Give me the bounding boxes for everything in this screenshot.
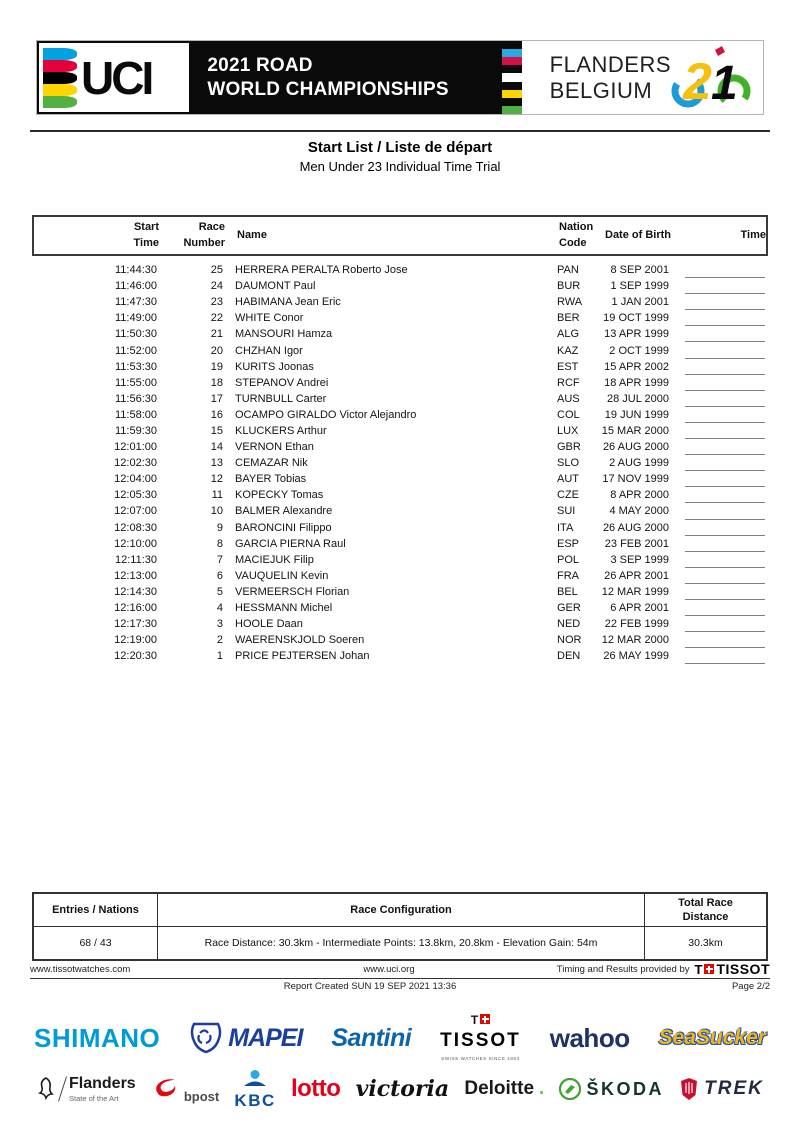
uci-stripe bbox=[43, 60, 77, 72]
time-blank-cell bbox=[685, 439, 768, 455]
start-time-cell: 12:19:00 bbox=[114, 634, 157, 647]
svg-text:2: 2 bbox=[683, 52, 712, 110]
time-blank-cell bbox=[685, 375, 768, 391]
race-number-cell: 24 bbox=[210, 280, 223, 293]
flanders-color-strip-icon bbox=[502, 41, 522, 114]
date-of-birth-cell: 8 SEP 2001 bbox=[610, 264, 669, 277]
flanders-separator bbox=[58, 1076, 67, 1101]
rider-name-cell: BALMER Alexandre bbox=[235, 505, 333, 518]
date-of-birth-cell: 18 APR 1999 bbox=[604, 376, 669, 389]
start-time-cell: 11:55:00 bbox=[114, 376, 157, 389]
rider-name-cell: KLUCKERS Arthur bbox=[235, 424, 327, 437]
time-blank-cell bbox=[685, 520, 768, 536]
start-time-cell: 12:14:30 bbox=[114, 585, 157, 598]
rider-name-cell: KURITS Joonas bbox=[235, 360, 314, 373]
time-blank-cell bbox=[685, 552, 768, 568]
race-number-cell: 10 bbox=[210, 505, 223, 518]
race-number-cell: 11 bbox=[211, 489, 223, 502]
race-number-cell: 18 bbox=[210, 376, 223, 389]
table-row bbox=[32, 423, 768, 439]
table-row bbox=[32, 616, 768, 632]
race-number-cell: 8 bbox=[216, 537, 223, 550]
time-blank-cell bbox=[685, 326, 768, 342]
nation-code-cell: SLO bbox=[557, 457, 580, 470]
time-blank-cell bbox=[685, 407, 768, 423]
date-of-birth-cell: 6 APR 2001 bbox=[610, 602, 669, 615]
sponsor-shimano-logo: SHIMANO bbox=[34, 1022, 161, 1053]
nation-code-cell: COL bbox=[557, 408, 580, 421]
header-divider bbox=[30, 130, 770, 132]
rider-name-cell: MACIEJUK Filip bbox=[235, 553, 314, 566]
race-number-cell: 2 bbox=[216, 634, 223, 647]
flanders-belgium-logo bbox=[522, 41, 763, 114]
time-blank-cell bbox=[685, 503, 768, 519]
start-time-cell: 11:49:00 bbox=[114, 312, 157, 325]
col-header-name: Name bbox=[237, 228, 267, 241]
table-row bbox=[32, 310, 768, 326]
table-row bbox=[32, 600, 768, 616]
date-of-birth-cell: 12 MAR 2000 bbox=[601, 634, 669, 647]
time-blank-cell bbox=[685, 568, 768, 584]
nation-code-cell: KAZ bbox=[557, 344, 579, 357]
nation-code-cell: AUS bbox=[557, 392, 580, 405]
date-of-birth-cell: 2 OCT 1999 bbox=[609, 344, 669, 357]
time-blank-cell bbox=[685, 278, 768, 294]
race-number-cell: 19 bbox=[210, 360, 223, 373]
race-number-cell: 14 bbox=[210, 441, 223, 454]
table-row bbox=[32, 471, 768, 487]
col-header-time: Time bbox=[740, 228, 766, 241]
event-title-line2: WORLD CHAMPIONSHIPS bbox=[207, 78, 449, 100]
date-of-birth-cell: 12 MAR 1999 bbox=[601, 585, 669, 598]
time-blank-cell bbox=[685, 342, 768, 358]
start-time-cell: 11:52:00 bbox=[114, 344, 157, 357]
tissot-plus-icon bbox=[480, 1014, 490, 1024]
rider-name-cell: VAUQUELIN Kevin bbox=[235, 569, 329, 582]
race-number-cell: 12 bbox=[210, 473, 223, 486]
nation-code-cell: DEN bbox=[557, 650, 581, 663]
sponsor-mapei-logo: MAPEI bbox=[189, 1021, 302, 1055]
race-number-cell: 9 bbox=[216, 521, 223, 534]
col-header-race-number: Race Number bbox=[183, 220, 225, 249]
sponsor-wahoo-logo: wahoo bbox=[549, 1022, 630, 1053]
nation-code-cell: NOR bbox=[557, 634, 582, 647]
date-of-birth-cell: 23 FEB 2001 bbox=[604, 537, 669, 550]
flanders-lion-icon bbox=[36, 1076, 56, 1102]
tissot-plus-icon bbox=[704, 964, 714, 974]
start-time-cell: 12:08:30 bbox=[114, 521, 157, 534]
date-of-birth-cell: 15 MAR 2000 bbox=[601, 424, 669, 437]
sponsor-trek-logo: TREK bbox=[679, 1077, 764, 1101]
time-blank-cell bbox=[685, 310, 768, 326]
report-created-text: Report Created SUN 19 SEP 2021 13:36 bbox=[283, 981, 457, 992]
start-time-cell: 11:46:00 bbox=[114, 280, 157, 293]
race-summary-table bbox=[32, 892, 768, 961]
sponsor-row-2 bbox=[36, 1064, 764, 1114]
col-header-nation-code: Nation Code bbox=[559, 220, 594, 249]
table-row bbox=[32, 407, 768, 423]
strip-block bbox=[502, 98, 522, 106]
start-list-table-body bbox=[32, 262, 768, 664]
page-subtitle: Men Under 23 Individual Time Trial bbox=[299, 159, 501, 174]
time-blank-cell bbox=[685, 600, 768, 616]
start-time-cell: 12:16:00 bbox=[114, 602, 157, 615]
start-list-table-header bbox=[32, 215, 768, 256]
trek-shield-icon bbox=[679, 1077, 699, 1101]
time-blank-cell bbox=[685, 262, 768, 278]
start-time-cell: 11:53:30 bbox=[114, 360, 157, 373]
strip-block bbox=[502, 82, 522, 90]
uci-rainbow-stripes-icon bbox=[43, 48, 77, 108]
nation-code-cell: CZE bbox=[557, 489, 579, 502]
nation-code-cell: FRA bbox=[557, 569, 579, 582]
start-time-cell: 11:56:30 bbox=[114, 392, 157, 405]
race-number-cell: 21 bbox=[210, 328, 223, 341]
rider-name-cell: WHITE Conor bbox=[235, 312, 304, 325]
nation-code-cell: GBR bbox=[557, 441, 581, 454]
date-of-birth-cell: 1 JAN 2001 bbox=[611, 296, 669, 309]
time-blank-cell bbox=[685, 471, 768, 487]
start-time-cell: 12:02:30 bbox=[114, 457, 157, 470]
sponsor-deloitte-logo: Deloitte . bbox=[464, 1078, 545, 1099]
sponsor-tissot-logo: T TISSOT SWISS WATCHES SINCE 1853 bbox=[440, 1013, 521, 1062]
nation-code-cell: RWA bbox=[557, 296, 583, 309]
kbc-person-icon bbox=[241, 1070, 269, 1087]
summary-header-configuration: Race Configuration bbox=[158, 894, 645, 927]
race-number-cell: 16 bbox=[210, 408, 223, 421]
strip-block bbox=[502, 90, 522, 98]
nation-code-cell: SUI bbox=[557, 505, 576, 518]
nation-code-cell: ALG bbox=[557, 328, 580, 341]
tissot-footer-logo: T TISSOT bbox=[694, 961, 770, 977]
nation-code-cell: EST bbox=[557, 360, 579, 373]
summary-entries-value: 68 / 43 bbox=[34, 927, 158, 959]
rider-name-cell: BARONCINI Filippo bbox=[235, 521, 332, 534]
race-number-cell: 4 bbox=[216, 602, 223, 615]
time-blank-cell bbox=[685, 487, 768, 503]
mapei-emblem-icon bbox=[189, 1021, 223, 1055]
nation-code-cell: BER bbox=[557, 312, 580, 325]
date-of-birth-cell: 22 FEB 1999 bbox=[604, 618, 669, 631]
strip-block bbox=[502, 49, 522, 57]
date-of-birth-cell: 1 SEP 1999 bbox=[610, 280, 669, 293]
time-blank-cell bbox=[685, 536, 768, 552]
time-blank-cell bbox=[685, 648, 768, 664]
time-blank-cell bbox=[685, 359, 768, 375]
uci-stripe bbox=[43, 48, 77, 60]
table-row bbox=[32, 455, 768, 471]
event-title-line1: 2021 ROAD bbox=[207, 54, 313, 76]
footer-links-row bbox=[30, 960, 770, 979]
time-blank-cell bbox=[685, 584, 768, 600]
skoda-winged-arrow-icon bbox=[559, 1078, 581, 1100]
report-info-row bbox=[30, 981, 770, 992]
rider-name-cell: CEMAZAR Nik bbox=[235, 457, 308, 470]
date-of-birth-cell: 2 AUG 1999 bbox=[609, 457, 669, 470]
tissot-tagline: SWISS WATCHES SINCE 1853 bbox=[441, 1056, 520, 1062]
rider-name-cell: HESSMANN Michel bbox=[235, 602, 333, 615]
uci-url-link[interactable]: www.uci.org bbox=[363, 963, 415, 975]
uci-logo bbox=[37, 41, 191, 114]
date-of-birth-cell: 17 NOV 1999 bbox=[602, 473, 669, 486]
race-number-cell: 20 bbox=[210, 344, 223, 357]
nation-code-cell: AUT bbox=[557, 473, 579, 486]
race-number-cell: 13 bbox=[210, 457, 223, 470]
date-of-birth-cell: 28 JUL 2000 bbox=[607, 392, 669, 405]
bpost-swirl-icon bbox=[151, 1076, 185, 1102]
start-time-cell: 12:13:00 bbox=[114, 569, 157, 582]
table-row bbox=[32, 503, 768, 519]
start-time-cell: 12:04:00 bbox=[114, 473, 157, 486]
race-number-cell: 17 bbox=[210, 392, 223, 405]
date-of-birth-cell: 4 MAY 2000 bbox=[609, 505, 669, 518]
nation-code-cell: RCF bbox=[557, 376, 580, 389]
start-time-cell: 12:01:00 bbox=[114, 441, 157, 454]
rider-name-cell: BAYER Tobias bbox=[235, 473, 307, 486]
uci-logo-text: UCI bbox=[81, 51, 152, 104]
race-number-cell: 15 bbox=[210, 424, 223, 437]
table-row bbox=[32, 391, 768, 407]
start-time-cell: 12:17:30 bbox=[114, 618, 157, 631]
date-of-birth-cell: 19 JUN 1999 bbox=[604, 408, 669, 421]
time-blank-cell bbox=[685, 391, 768, 407]
strip-block bbox=[502, 65, 522, 73]
table-row bbox=[32, 487, 768, 503]
table-row bbox=[32, 520, 768, 536]
rider-name-cell: VERMEERSCH Florian bbox=[235, 585, 350, 598]
start-time-cell: 11:58:00 bbox=[114, 408, 157, 421]
rider-name-cell: GARCIA PIERNA Raul bbox=[235, 537, 346, 550]
time-blank-cell bbox=[685, 294, 768, 310]
page-title: Start List / Liste de départ bbox=[307, 139, 493, 156]
race-number-cell: 22 bbox=[210, 312, 223, 325]
strip-block bbox=[502, 41, 522, 49]
location-line2: BELGIUM bbox=[549, 77, 653, 103]
summary-distance-value: 30.3km bbox=[688, 937, 723, 949]
flanders-2021-bike-icon bbox=[671, 46, 753, 110]
flanders-belgium-text bbox=[550, 52, 671, 103]
rider-name-cell: PRICE PEJTERSEN Johan bbox=[235, 650, 370, 663]
tissot-url-link[interactable]: www.tissotwatches.com bbox=[30, 963, 131, 975]
date-of-birth-cell: 3 SEP 1999 bbox=[610, 553, 669, 566]
start-time-cell: 11:44:30 bbox=[114, 264, 157, 277]
sponsor-santini-logo: Santini bbox=[331, 1023, 412, 1052]
table-row bbox=[32, 278, 768, 294]
col-header-date-of-birth: Date of Birth bbox=[605, 228, 671, 241]
page-number: Page 2/2 bbox=[731, 981, 770, 992]
race-number-cell: 3 bbox=[216, 618, 223, 631]
nation-code-cell: POL bbox=[557, 553, 580, 566]
location-line1: FLANDERS bbox=[549, 52, 671, 78]
table-row bbox=[32, 439, 768, 455]
table-row bbox=[32, 375, 768, 391]
start-time-cell: 12:05:30 bbox=[114, 489, 157, 502]
date-of-birth-cell: 8 APR 2000 bbox=[610, 489, 669, 502]
sponsor-skoda-logo: ŠKODA bbox=[559, 1078, 664, 1100]
sponsor-kbc-logo: KBC bbox=[234, 1070, 275, 1109]
table-row bbox=[32, 359, 768, 375]
start-time-cell: 11:59:30 bbox=[114, 424, 157, 437]
rider-name-cell: WAERENSKJOLD Soeren bbox=[235, 634, 365, 647]
timing-provided-label: Timing and Results provided by bbox=[556, 963, 690, 975]
table-row bbox=[32, 536, 768, 552]
start-time-cell: 11:50:30 bbox=[114, 328, 157, 341]
date-of-birth-cell: 13 APR 1999 bbox=[604, 328, 669, 341]
strip-block bbox=[502, 106, 522, 114]
rider-name-cell: DAUMONT Paul bbox=[235, 280, 316, 293]
date-of-birth-cell: 26 AUG 2000 bbox=[602, 521, 669, 534]
start-time-cell: 12:10:00 bbox=[114, 537, 157, 550]
header-logo-bar bbox=[36, 40, 764, 115]
start-time-cell: 12:20:30 bbox=[114, 650, 157, 663]
event-title-box bbox=[191, 41, 501, 114]
deloitte-green-dot-icon: . bbox=[539, 1078, 545, 1099]
table-row bbox=[32, 294, 768, 310]
rider-name-cell: KOPECKY Tomas bbox=[235, 489, 324, 502]
uci-stripe bbox=[43, 96, 77, 108]
time-blank-cell bbox=[685, 455, 768, 471]
svg-text:1: 1 bbox=[711, 56, 738, 110]
table-row bbox=[32, 568, 768, 584]
nation-code-cell: BEL bbox=[557, 585, 578, 598]
date-of-birth-cell: 26 APR 2001 bbox=[604, 569, 669, 582]
date-of-birth-cell: 26 AUG 2000 bbox=[602, 441, 669, 454]
start-time-cell: 12:07:00 bbox=[114, 505, 157, 518]
rider-name-cell: TURNBULL Carter bbox=[235, 392, 327, 405]
nation-code-cell: GER bbox=[557, 602, 581, 615]
date-of-birth-cell: 15 APR 2002 bbox=[604, 360, 669, 373]
race-number-cell: 1 bbox=[216, 650, 223, 663]
table-row bbox=[32, 552, 768, 568]
race-number-cell: 6 bbox=[216, 569, 223, 582]
table-row bbox=[32, 648, 768, 664]
rider-name-cell: CHZHAN Igor bbox=[235, 344, 303, 357]
summary-header-entries: Entries / Nations bbox=[34, 894, 158, 927]
rider-name-cell: HERRERA PERALTA Roberto Jose bbox=[235, 264, 408, 277]
table-row bbox=[32, 342, 768, 358]
time-entry-line bbox=[685, 663, 765, 664]
nation-code-cell: PAN bbox=[557, 264, 579, 277]
rider-name-cell: OCAMPO GIRALDO Victor Alejandro bbox=[235, 408, 417, 421]
sponsor-row-1 bbox=[34, 1012, 766, 1064]
race-number-cell: 5 bbox=[216, 585, 223, 598]
table-row bbox=[32, 262, 768, 278]
nation-code-cell: BUR bbox=[557, 280, 581, 293]
table-row bbox=[32, 584, 768, 600]
start-time-cell: 11:47:30 bbox=[114, 296, 157, 309]
nation-code-cell: LUX bbox=[557, 424, 579, 437]
strip-block bbox=[502, 57, 522, 65]
sponsor-lotto-logo: lotto bbox=[290, 1075, 341, 1102]
uci-stripe bbox=[43, 72, 77, 84]
rider-name-cell: HABIMANA Jean Eric bbox=[235, 296, 341, 309]
date-of-birth-cell: 26 MAY 1999 bbox=[603, 650, 669, 663]
start-time-cell: 12:11:30 bbox=[114, 553, 157, 566]
sponsor-flanders-logo: Flanders State of the Art bbox=[36, 1076, 136, 1103]
time-blank-cell bbox=[685, 632, 768, 648]
uci-stripe bbox=[43, 84, 77, 96]
rider-name-cell: HOOLE Daan bbox=[235, 618, 303, 631]
time-blank-cell bbox=[685, 616, 768, 632]
col-header-start-time: Start Time bbox=[133, 220, 159, 249]
table-row bbox=[32, 632, 768, 648]
race-number-cell: 23 bbox=[210, 296, 223, 309]
nation-code-cell: NED bbox=[557, 618, 581, 631]
rider-name-cell: VERNON Ethan bbox=[235, 441, 314, 454]
time-blank-cell bbox=[685, 423, 768, 439]
rider-name-cell: STEPANOV Andrei bbox=[235, 376, 329, 389]
table-row bbox=[32, 326, 768, 342]
nation-code-cell: ESP bbox=[557, 537, 580, 550]
summary-configuration-value: Race Distance: 30.3km - Intermediate Points: 13.8km, 20.8km - Elevation Gain: 54m bbox=[158, 927, 645, 959]
date-of-birth-cell: 19 OCT 1999 bbox=[603, 312, 669, 325]
strip-block bbox=[502, 73, 522, 81]
sponsor-victoria-logo: victoria bbox=[355, 1076, 450, 1102]
sponsor-seasucker-logo: SeaSucker bbox=[658, 1026, 766, 1049]
sponsor-bpost-logo: bpost bbox=[151, 1075, 219, 1104]
summary-header-distance: Total Race Distance bbox=[645, 894, 766, 927]
race-number-cell: 25 bbox=[210, 264, 223, 277]
nation-code-cell: ITA bbox=[557, 521, 574, 534]
rider-name-cell: MANSOURI Hamza bbox=[235, 328, 333, 341]
race-number-cell: 7 bbox=[216, 553, 223, 566]
